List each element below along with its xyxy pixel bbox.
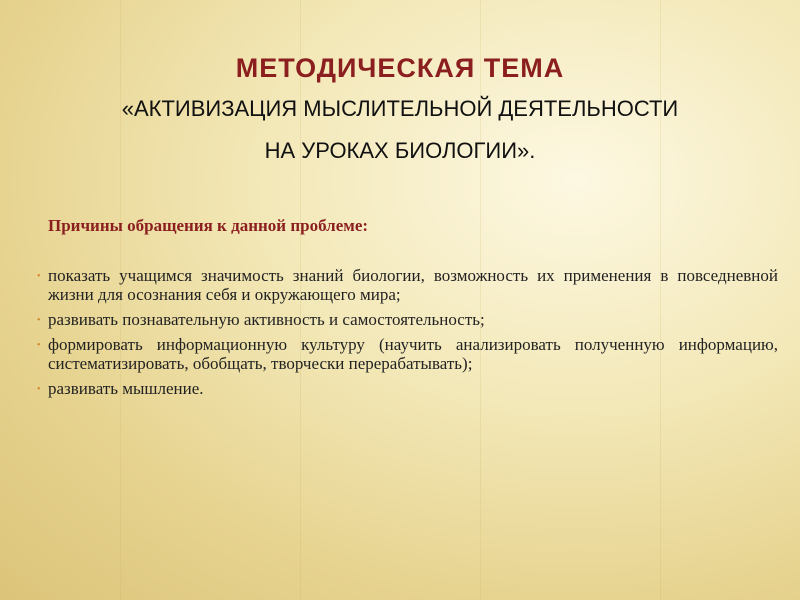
slide-title: МЕТОДИЧЕСКАЯ ТЕМА xyxy=(235,53,565,83)
bullet-icon: • xyxy=(37,384,41,395)
list-item-text: развивать познавательную активность и самостоятельность; xyxy=(48,310,485,329)
bullet-icon: • xyxy=(37,340,41,351)
bullet-icon: • xyxy=(37,315,41,326)
section-heading: Причины обращения к данной проблеме: xyxy=(48,216,369,235)
list-item-text: показать учащимся значимость знаний биологии, возможность их применения в повседневной жизни для осознания себя и окружающего мира; xyxy=(48,266,778,304)
list-item-text: развивать мышление. xyxy=(48,379,204,398)
list-item xyxy=(37,310,778,329)
title-block xyxy=(40,48,760,172)
reasons-list xyxy=(37,266,778,398)
slide-content xyxy=(37,216,778,404)
slide-subtitle-line-2: НА УРОКАХ БИОЛОГИИ». xyxy=(264,138,536,163)
slide-subtitle-line-1: «АКТИВИЗАЦИЯ МЫСЛИТЕЛЬНОЙ ДЕЯТЕЛЬНОСТИ xyxy=(121,96,679,121)
list-item xyxy=(37,266,778,304)
list-item-text: формировать информационную культуру (научить анализировать полученную информацию, систематизировать, обобщать, творчески перерабатывать); xyxy=(48,335,778,373)
list-item xyxy=(37,379,778,398)
bullet-icon: • xyxy=(37,271,41,282)
list-item xyxy=(37,335,778,373)
